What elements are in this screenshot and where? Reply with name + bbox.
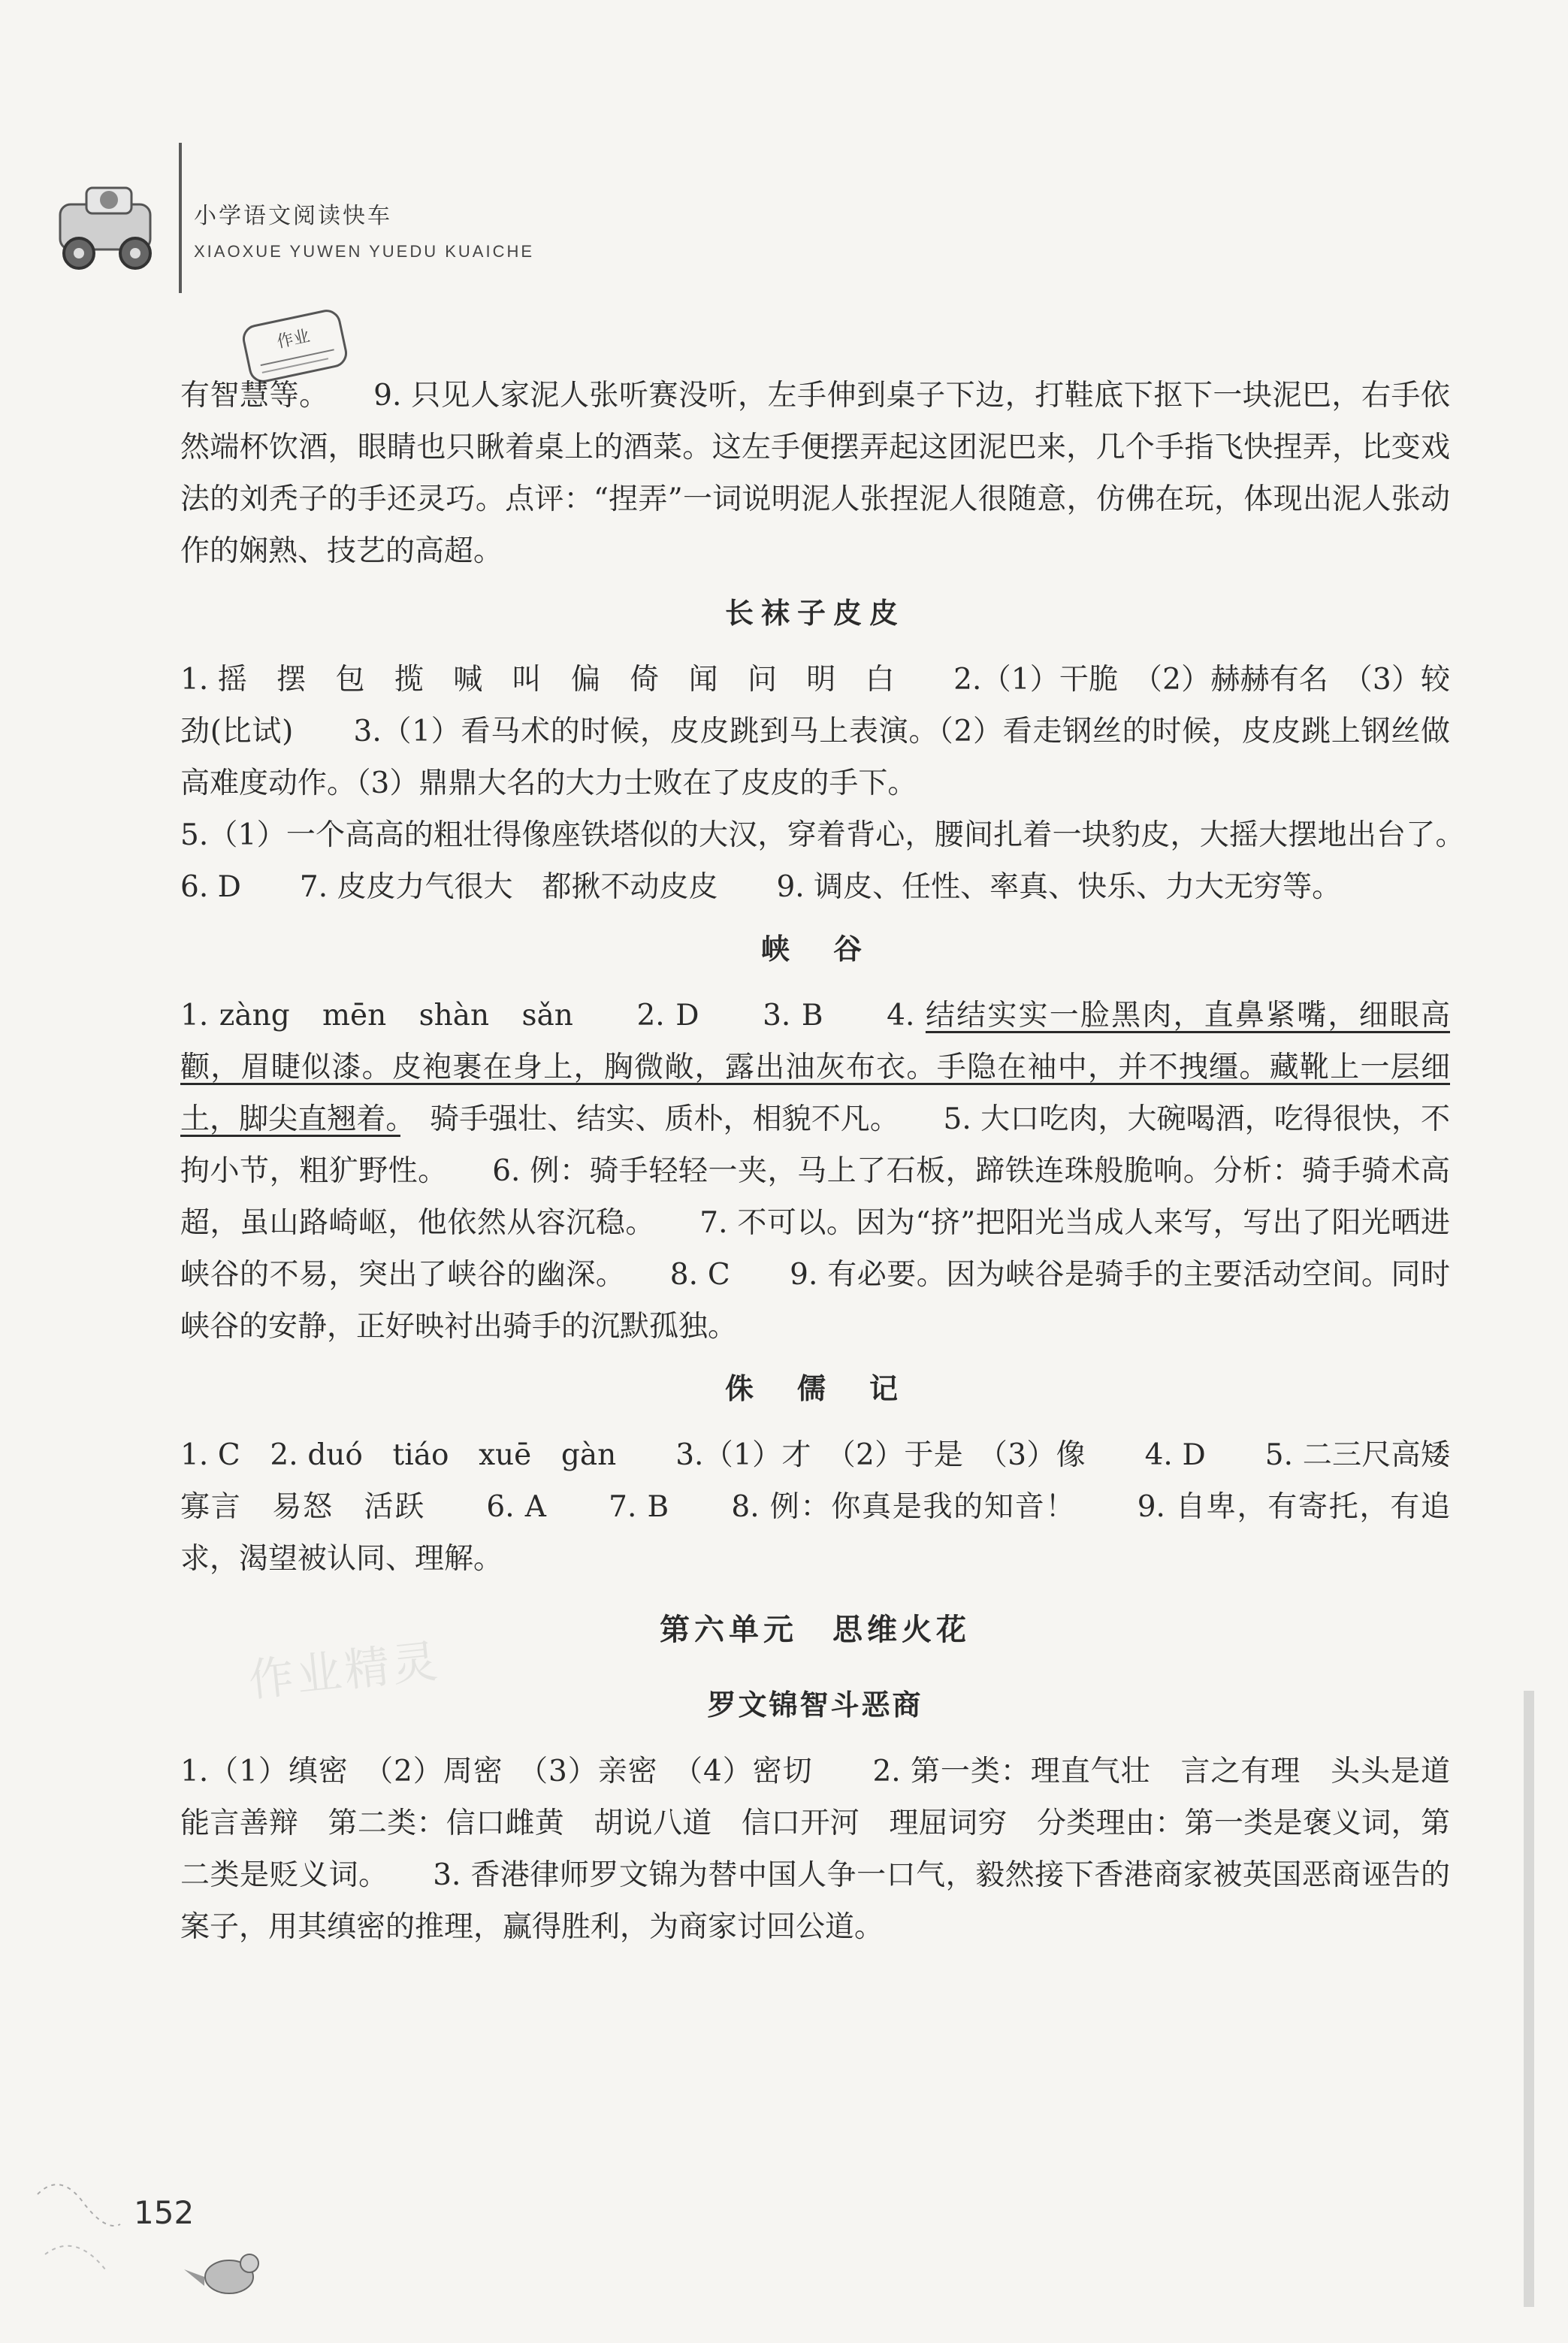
car-logo-icon: [45, 174, 173, 283]
intro-paragraph: 有智慧等。 9. 只见人家泥人张听赛没听，左手伸到桌子下边，打鞋底下抠下一块泥巴，右手依然端杯饮酒，眼睛也只瞅着桌上的酒菜。这左手便摆弄起这团泥巴来，几个手指飞快捏弄，比变戏法的刘秃子的手还灵巧。点评：“捏弄”一词说明泥人张捏泥人很随意，仿佛在玩，体现出泥人张动作的娴熟、技艺的高超。: [180, 379, 1450, 568]
canyon-underlined-quote: 结结实实一脸黑肉，直鼻紧嘴，细眼高颧，眉睫似漆。皮袍裹在身上，胸微敞，露出油灰布衣。手隐在袖中，并不拽缰。藏靴上一层细土，脚尖直翘着。: [180, 999, 1450, 1136]
book-title: 小学语文阅读快车: [194, 203, 392, 229]
book-title-pinyin: XIAOXUE YUWEN YUEDU KUAICHE: [194, 242, 535, 261]
section-canyon-paragraph: [180, 990, 1450, 1353]
section-dwarf-paragraph: 1. C 2. duó tiáo xuē gàn 3.（1）才 （2）于是 （3）像 4. D 5. 二三尺高矮 寡言 易怒 活跃 6. A 7. B 8. 例：你真是我的知音！ 9. 自卑，有寄托，有追求，渴望被认同、理解。: [180, 1438, 1480, 1576]
section-title-canyon: 峡 谷: [760, 933, 869, 966]
section-title-luo: 罗文锦智斗恶商: [707, 1688, 923, 1722]
section-pippi-paragraph: 1. 摇 摆 包 揽 喊 叫 偏 倚 闻 问 明 白 2.（1）干脆 （2）赫赫有名 （3）较劲(比试) 3.（1）看马术的时候，皮皮跳到马上表演。（2）看走钢丝的时候，皮皮跳上钢丝做高难度动作。（3）鼎鼎大名的大力士败在了皮皮的手下。: [180, 663, 1450, 800]
answer-content: [180, 370, 1509, 1953]
section-luo-paragraph: 1.（1）缜密 （2）周密 （3）亲密 （4）密切 2. 第一类：理直气壮 言之有理 头头是道 能言善辩 第二类：信口雌黄 胡说八道 信口开河 理屈词穷 分类理由：第一类是褒义词，第二类是贬义词。 3. 香港律师罗文锦为替中国人争一口气，毅然接下香港商家被英国恶商诬告的案子，用其缜密的推理，赢得胜利，为商家讨回公道。: [180, 1755, 1480, 1944]
bird-decoration-icon: [30, 2164, 270, 2317]
canyon-answer-rest: 骑手强壮、结实、质朴，相貌不凡。 5. 大口吃肉，大碗喝酒，吃得很快，不拘小节，粗犷野性。 6. 例：骑手轻轻一夹，马上了石板，蹄铁连珠般脆响。分析：骑手骑术高超，虽山路崎岖，他依然从容沉稳。 7. 不可以。因为“挤”把阳光当成人来写，写出了阳光晒进峡谷的不易，突出了峡谷的幽深。 8. C 9. 有必要。因为峡谷是骑手的主要活动空间。同时峡谷的安静，正好映衬出骑手的沉默孤独。: [180, 1102, 1450, 1344]
watermark: 作业精灵: [246, 1634, 443, 1708]
section-pippi-paragraph: 5.（1）一个高高的粗壮得像座铁塔似的大汉，穿着背心，腰间扎着一块豹皮，大摇大摆地出台了。 6. D 7. 皮皮力气很大 都揪不动皮皮 9. 调皮、任性、率真、快乐、力大无穷等。: [180, 818, 1509, 904]
page-edge-shadow: [1524, 1691, 1534, 2307]
section-title-dwarf: 侏 儒 记: [724, 1372, 905, 1405]
unit-title: 第六单元 思维火花: [660, 1613, 971, 1647]
section-title-pippi: 长袜子皮皮: [724, 597, 905, 630]
canyon-answer-start: 1. zàng mēn shàn sǎn 2. D 3. B 4.: [180, 999, 926, 1032]
page-number: 152: [134, 2194, 195, 2231]
header-divider: [179, 143, 182, 293]
stamp-text: 作业: [275, 326, 312, 352]
